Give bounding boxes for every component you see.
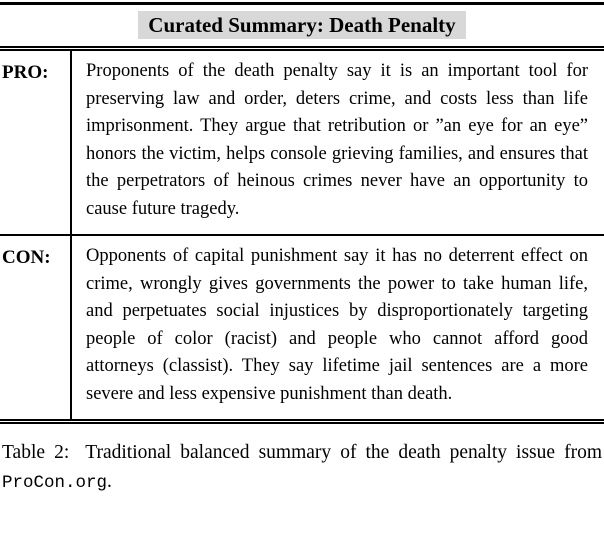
pro-text: Proponents of the death penalty say it is an important tool for preserving law and order, deters crime, and costs less than life imprisonment. They argue that retribution or ”an eye for an eye” honors the victim, helps console grieving families, and ensures that the perpetrators of heinous crimes never have an opportunity to cause future tragedy. xyxy=(86,61,588,219)
caption-number: Table 2: xyxy=(2,442,70,463)
caption-text: Traditional balanced summary of the death penalty issue from xyxy=(85,442,603,463)
table-row-pro xyxy=(0,51,604,234)
con-label: CON: xyxy=(0,236,72,419)
table-title: Curated Summary: Death Penalty xyxy=(138,11,465,39)
table-header-row xyxy=(0,5,604,51)
summary-table xyxy=(0,2,604,424)
pro-text-cell xyxy=(72,51,604,234)
con-text-cell xyxy=(72,236,604,419)
caption-source: ProCon.org xyxy=(2,473,108,493)
table-caption xyxy=(0,438,604,498)
pro-label: PRO: xyxy=(0,51,72,234)
table-row-con xyxy=(0,234,604,419)
caption-period: . xyxy=(107,471,112,492)
con-text: Opponents of capital punishment say it has no deterrent effect on crime, wrongly gives governments the power to take human life, and perpetuates social injustices by disproportionately targeting people of color (racist) and people who cannot afford good attorneys (classist). They say lifetime jail sentences are a more severe and less expensive punishment than death. xyxy=(86,246,588,404)
